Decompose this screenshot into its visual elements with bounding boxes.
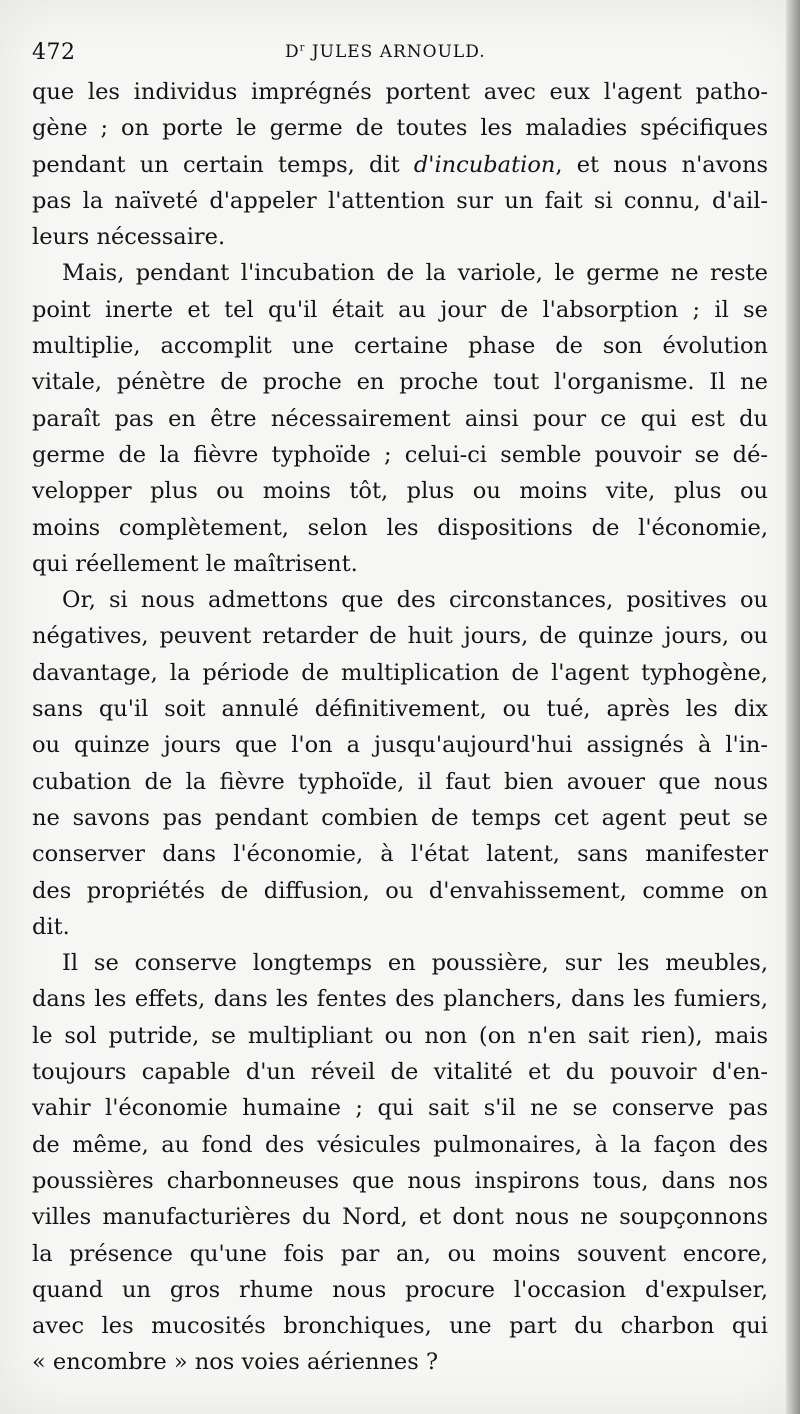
page-number: 472 xyxy=(32,40,76,65)
text-line: paraît pas en être nécessairement ainsi pour ce qui est du xyxy=(32,405,768,432)
author-name: JULES ARNOULD. xyxy=(311,42,486,62)
text-line: vitale, pénètre de proche en proche tout l'organisme. Il ne xyxy=(32,369,768,396)
text-line: Il se conserve longtemps en poussière, sur les meubles, xyxy=(62,950,768,977)
text-line: moins complètement, selon les dispositions de l'économie, xyxy=(32,514,768,541)
text-line: vahir l'économie humaine ; qui sait s'il ne se conserve pas xyxy=(32,1095,768,1122)
text-line: germe de la fièvre typhoïde ; celui-ci semble pouvoir se dé- xyxy=(32,441,768,468)
running-head xyxy=(285,42,486,62)
page-header xyxy=(30,36,770,66)
text-line: Mais, pendant l'incubation de la variole, le germe ne reste xyxy=(62,260,768,287)
text-line: pendant un certain temps, dit d'incubation, et nous n'avons xyxy=(32,151,768,178)
text-line: cubation de la fièvre typhoïde, il faut bien avouer que nous xyxy=(32,768,768,795)
text-line: « encombre » nos voies aériennes ? xyxy=(32,1349,439,1376)
text-line: quand un gros rhume nous procure l'occasion d'expulser, xyxy=(32,1276,768,1303)
body-text xyxy=(32,74,768,1381)
text-line: gène ; on porte le germe de toutes les maladies spécifiques xyxy=(32,115,768,142)
paragraph-1 xyxy=(32,74,768,255)
text-line: villes manufacturières du Nord, et dont nous ne soupçonnons xyxy=(32,1204,768,1231)
paragraph-2 xyxy=(32,255,768,582)
page-edge-shadow xyxy=(786,0,800,1414)
text-line: Or, si nous admettons que des circonstances, positives ou xyxy=(62,587,768,614)
text-line: le sol putride, se multipliant ou non (on n'en sait rien), mais xyxy=(32,1022,768,1049)
text-line: ne savons pas pendant combien de temps cet agent peut se xyxy=(32,804,768,831)
text-line: poussières charbonneuses que nous inspirons tous, dans nos xyxy=(32,1167,768,1194)
text-line: conserver dans l'économie, à l'état latent, sans manifester xyxy=(32,841,768,868)
text-line: sans qu'il soit annulé définitivement, ou tué, après les dix xyxy=(32,696,768,723)
text-line: leurs nécessaire. xyxy=(32,224,226,251)
text-line: pas la naïveté d'appeler l'attention sur un fait si connu, d'ail- xyxy=(32,187,768,214)
text-line: velopper plus ou moins tôt, plus ou moins vite, plus ou xyxy=(32,478,768,505)
text-line: ou quinze jours que l'on a jusqu'aujourd'hui assignés à l'in- xyxy=(32,732,768,759)
text-line: dit. xyxy=(32,913,70,940)
text-line: la présence qu'une fois par an, ou moins souvent encore, xyxy=(32,1240,768,1267)
text-line: dans les effets, dans les fentes des planchers, dans les fumiers, xyxy=(32,986,768,1013)
author-prefix: $D^r$ xyxy=(285,42,306,62)
text-line: davantage, la période de multiplication de l'agent typhogène, xyxy=(32,659,768,686)
text-line: de même, au fond des vésicules pulmonaires, à la façon des xyxy=(32,1131,768,1158)
text-line: point inerte et tel qu'il était au jour de l'absorption ; il se xyxy=(32,296,768,323)
text-line: qui réellement le maîtrisent. xyxy=(32,550,358,577)
paragraph-4 xyxy=(32,945,768,1381)
text-line: multiplie, accomplit une certaine phase de son évolution xyxy=(32,333,768,360)
text-line: négatives, peuvent retarder de huit jours, de quinze jours, ou xyxy=(32,623,768,650)
text-line: des propriétés de diffusion, ou d'envahissement, comme on xyxy=(32,877,768,904)
text-line: toujours capable d'un réveil de vitalité et du pouvoir d'en- xyxy=(32,1059,768,1086)
text-line: que les individus imprégnés portent avec eux l'agent patho- xyxy=(32,79,768,105)
text-line: avec les mucosités bronchiques, une part du charbon qui xyxy=(32,1313,768,1340)
paragraph-3 xyxy=(32,582,768,945)
italic-term: d'incubation xyxy=(413,151,556,178)
